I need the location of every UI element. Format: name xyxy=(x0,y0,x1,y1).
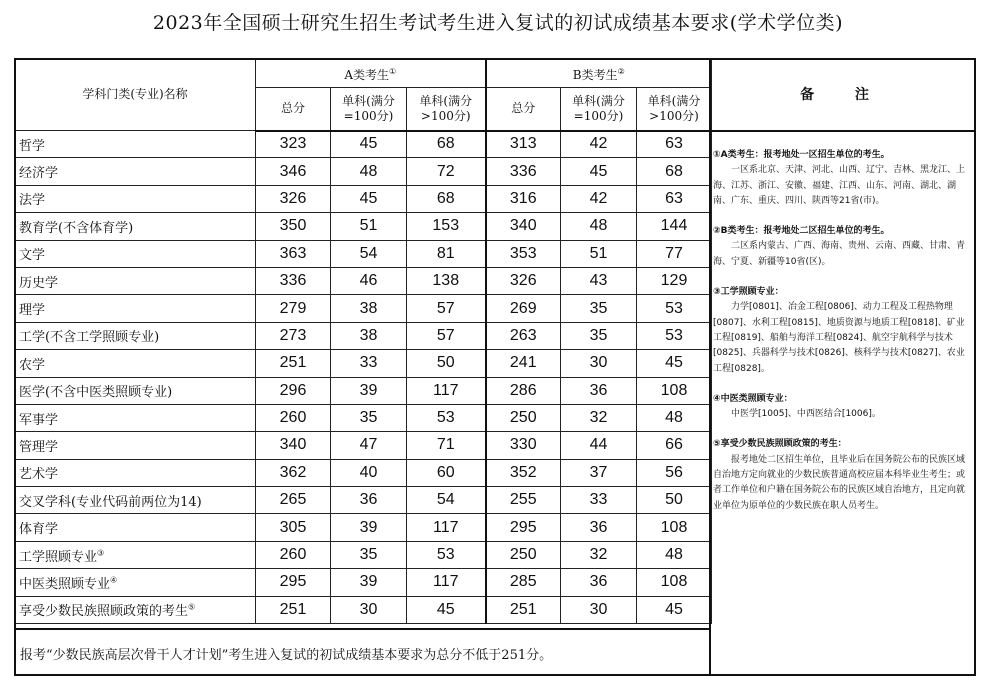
group-b-single-100-cell: 43 xyxy=(561,267,637,294)
group-a-single-100-cell: 54 xyxy=(331,240,407,267)
b-total-header: 总分 xyxy=(486,88,561,131)
group-b-single-over100-cell: 108 xyxy=(637,514,712,541)
group-b-single-100-cell: 32 xyxy=(561,541,637,568)
group-b-single-100-cell: 35 xyxy=(561,322,637,349)
group-b-single-100-cell: 44 xyxy=(561,432,637,459)
group-b-single-over100-cell: 63 xyxy=(637,185,712,212)
group-a-single-100-cell: 38 xyxy=(331,295,407,322)
group-a-total-cell: 363 xyxy=(256,240,331,267)
subject-name-text: 法学 xyxy=(19,193,46,209)
group-b-single-100-cell: 48 xyxy=(561,213,637,240)
subject-name-text: 理学 xyxy=(19,303,46,319)
group-b-total-cell: 340 xyxy=(486,213,561,240)
group-a-single-over100-cell: 68 xyxy=(407,131,486,158)
group-a-label: A类考生 xyxy=(344,67,389,82)
b-single-over100-header: 单科(满分>100分) xyxy=(637,88,712,131)
group-b-single-100-cell: 45 xyxy=(561,158,637,185)
group-a-total-cell: 279 xyxy=(256,295,331,322)
group-a-footnote-mark: ① xyxy=(389,66,397,76)
group-b-single-100-cell: 42 xyxy=(561,185,637,212)
group-a-single-over100-cell: 68 xyxy=(407,185,486,212)
group-a-single-over100-cell: 117 xyxy=(407,377,486,404)
group-a-single-100-cell: 33 xyxy=(331,350,407,377)
group-a-single-100-cell: 51 xyxy=(331,213,407,240)
group-b-single-over100-cell: 63 xyxy=(637,131,712,158)
page-title: 2023年全国硕士研究生招生考试考生进入复试的初试成绩基本要求(学术学位类) xyxy=(152,12,844,34)
group-b-single-100-cell: 32 xyxy=(561,404,637,431)
group-b-total-cell: 286 xyxy=(486,377,561,404)
group-a-single-100-cell: 45 xyxy=(331,185,407,212)
group-b-single-over100-cell: 45 xyxy=(637,350,712,377)
remark-body: 报考地处二区招生单位，且毕业后在国务院公布的民族区域自治地方定向就业的少数民族普通高校应届本科毕业生考生；或者工作单位和户籍在国务院公布的民族区域自治地方，且定向就业单位为原单位的少数民族在职人员考生。 xyxy=(713,454,966,511)
group-a-total-cell: 260 xyxy=(256,541,331,568)
group-a-total-cell: 350 xyxy=(256,213,331,240)
group-b-single-over100-cell: 66 xyxy=(637,432,712,459)
group-b-single-over100-cell: 53 xyxy=(637,295,712,322)
remark-heading: ①A类考生：报考地处一区招生单位的考生。 xyxy=(713,150,890,160)
group-a-single-over100-cell: 153 xyxy=(407,213,486,240)
group-a-total-cell: 265 xyxy=(256,487,331,514)
remark-body: 中医学[1005]、中西医结合[1006]。 xyxy=(731,409,881,420)
group-a-single-100-cell: 30 xyxy=(331,596,407,623)
subject-column-label: 学科门类(专业)名称 xyxy=(82,87,188,101)
footnote-mark: ④ xyxy=(110,575,118,585)
group-a-single-100-cell: 39 xyxy=(331,514,407,541)
group-b-total-cell: 336 xyxy=(486,158,561,185)
group-a-single-over100-cell: 72 xyxy=(407,158,486,185)
group-a-total-cell: 336 xyxy=(256,267,331,294)
b-single-100-header: 单科(满分=100分) xyxy=(561,88,637,131)
group-a-total-cell: 260 xyxy=(256,404,331,431)
subject-name-text: 管理学 xyxy=(19,439,59,455)
a-single-100-header: 单科(满分=100分) xyxy=(331,88,407,131)
group-b-single-over100-cell: 48 xyxy=(637,404,712,431)
group-a-total-cell: 340 xyxy=(256,432,331,459)
subject-name-text: 文学 xyxy=(19,248,46,264)
group-a-total-cell: 295 xyxy=(256,569,331,596)
group-a-single-over100-cell: 57 xyxy=(407,322,486,349)
group-b-single-over100-cell: 108 xyxy=(637,569,712,596)
remark-heading: ②B类考生：报考地处二区招生单位的考生。 xyxy=(713,226,890,237)
group-a-total-cell: 273 xyxy=(256,322,331,349)
subject-name-text: 工学(不含工学照顾专业) xyxy=(19,330,160,346)
group-b-single-over100-cell: 68 xyxy=(637,158,712,185)
group-a-single-over100-cell: 138 xyxy=(407,267,486,294)
a-total-header: 总分 xyxy=(256,88,331,131)
group-b-footnote-mark: ② xyxy=(617,66,625,76)
a-single-over100-header: 单科(满分>100分) xyxy=(407,88,486,131)
group-b-single-over100-cell: 50 xyxy=(637,487,712,514)
subject-name-text: 哲学 xyxy=(19,138,46,154)
subject-name-text: 教育学(不含体育学) xyxy=(19,220,134,236)
subject-name-text: 经济学 xyxy=(19,166,59,182)
group-a-total-cell: 296 xyxy=(256,377,331,404)
subject-name-text: 体育学 xyxy=(19,522,59,538)
outer-border xyxy=(14,58,976,676)
remark-heading: ④中医类照顾专业： xyxy=(713,393,793,404)
group-a-single-100-cell: 45 xyxy=(331,131,407,158)
group-b-single-100-cell: 36 xyxy=(561,514,637,541)
group-b-total-cell: 295 xyxy=(486,514,561,541)
group-a-total-cell: 323 xyxy=(256,131,331,158)
group-b-total-cell: 251 xyxy=(486,596,561,623)
group-a-total-cell: 251 xyxy=(256,350,331,377)
group-a-single-over100-cell: 53 xyxy=(407,541,486,568)
group-b-single-100-cell: 37 xyxy=(561,459,637,486)
group-a-single-100-cell: 47 xyxy=(331,432,407,459)
group-b-total-cell: 255 xyxy=(486,487,561,514)
remark-body: 二区系内蒙古、广西、海南、贵州、云南、西藏、甘肃、青海、宁夏、新疆等10省(区)。 xyxy=(713,241,966,267)
footnote-mark: ⑤ xyxy=(188,603,196,612)
group-b-total-cell: 285 xyxy=(486,569,561,596)
footnote-mark: ③ xyxy=(97,548,105,558)
group-b-single-100-cell: 36 xyxy=(561,377,637,404)
remark-heading: ⑤享受少数民族照顾政策的考生： xyxy=(713,439,847,450)
group-b-single-over100-cell: 56 xyxy=(637,459,712,486)
group-b-total-cell: 353 xyxy=(486,240,561,267)
group-b-single-100-cell: 30 xyxy=(561,596,637,623)
group-a-single-100-cell: 35 xyxy=(331,541,407,568)
group-a-single-over100-cell: 60 xyxy=(407,459,486,486)
group-b-total-cell: 241 xyxy=(486,350,561,377)
group-b-single-over100-cell: 53 xyxy=(637,322,712,349)
subject-name-text: 工学照顾专业 xyxy=(19,549,98,565)
group-a-single-over100-cell: 117 xyxy=(407,569,486,596)
group-b-total-cell: 330 xyxy=(486,432,561,459)
group-b-single-over100-cell: 77 xyxy=(637,240,712,267)
remark-body: 力学[0801]、冶金工程[0806]、动力工程及工程热物理[0807]、水利工程[0815]、地质资源与地质工程[0818]、矿业工程[0819]、船舶与海洋工程[0824]、航空宇航科学与技术[0825]、兵器科学与技术[0826]、核科学与技术[0827]、农业工程[0828]。 xyxy=(713,302,965,374)
group-b-single-100-cell: 51 xyxy=(561,240,637,267)
group-a-single-over100-cell: 50 xyxy=(407,350,486,377)
group-a-single-100-cell: 48 xyxy=(331,158,407,185)
group-a-single-100-cell: 40 xyxy=(331,459,407,486)
remark-body: 一区系北京、天津、河北、山西、辽宁、吉林、黑龙江、上海、江苏、浙江、安徽、福建、江西、山东、河南、湖北、湖南、广东、重庆、四川、陕西等21省(市)。 xyxy=(713,165,966,206)
group-a-single-100-cell: 39 xyxy=(331,569,407,596)
subject-name-text: 艺术学 xyxy=(19,467,59,483)
group-b-single-100-cell: 35 xyxy=(561,295,637,322)
group-a-single-over100-cell: 53 xyxy=(407,404,486,431)
group-b-label: B类考生 xyxy=(572,67,618,82)
group-a-single-over100-cell: 117 xyxy=(407,514,486,541)
group-a-total-cell: 305 xyxy=(256,514,331,541)
group-a-total-cell: 251 xyxy=(256,596,331,623)
remarks-header: 备 注 xyxy=(711,58,976,132)
group-a-single-100-cell: 38 xyxy=(331,322,407,349)
group-b-single-100-cell: 30 xyxy=(561,350,637,377)
group-b-total-cell: 250 xyxy=(486,541,561,568)
remark-heading: ③工学照顾专业： xyxy=(713,287,784,298)
group-b-single-over100-cell: 129 xyxy=(637,267,712,294)
group-a-single-100-cell: 36 xyxy=(331,487,407,514)
subject-name-text: 中医类照顾专业 xyxy=(19,576,111,592)
group-a-single-100-cell: 35 xyxy=(331,404,407,431)
group-a-single-over100-cell: 81 xyxy=(407,240,486,267)
group-b-single-100-cell: 33 xyxy=(561,487,637,514)
subject-name-text: 历史学 xyxy=(19,275,59,291)
group-a-single-100-cell: 46 xyxy=(331,267,407,294)
table-footnote: 报考“少数民族高层次骨干人才计划”考生进入复试的初试成绩基本要求为总分不低于251分。 xyxy=(14,628,709,676)
group-b-total-cell: 316 xyxy=(486,185,561,212)
group-b-total-cell: 269 xyxy=(486,295,561,322)
group-b-total-cell: 326 xyxy=(486,267,561,294)
group-a-single-over100-cell: 71 xyxy=(407,432,486,459)
subject-name-text: 军事学 xyxy=(19,412,59,428)
group-b-single-100-cell: 42 xyxy=(561,131,637,158)
group-a-single-over100-cell: 45 xyxy=(407,596,486,623)
group-b-total-cell: 313 xyxy=(486,131,561,158)
subject-name-text: 交叉学科(专业代码前两位为14) xyxy=(19,494,202,510)
group-a-single-100-cell: 39 xyxy=(331,377,407,404)
group-a-total-cell: 346 xyxy=(256,158,331,185)
group-a-single-over100-cell: 54 xyxy=(407,487,486,514)
group-b-single-100-cell: 36 xyxy=(561,569,637,596)
subject-name-text: 农学 xyxy=(19,357,46,373)
group-b-single-over100-cell: 108 xyxy=(637,377,712,404)
group-b-total-cell: 352 xyxy=(486,459,561,486)
subject-name-text: 享受少数民族照顾政策的考生 xyxy=(19,604,189,620)
group-b-single-over100-cell: 48 xyxy=(637,541,712,568)
subject-name-text: 医学(不含中医类照顾专业) xyxy=(19,385,173,401)
group-b-single-over100-cell: 144 xyxy=(637,213,712,240)
group-b-total-cell: 263 xyxy=(486,322,561,349)
group-a-single-over100-cell: 57 xyxy=(407,295,486,322)
group-a-total-cell: 362 xyxy=(256,459,331,486)
group-b-total-cell: 250 xyxy=(486,404,561,431)
group-a-total-cell: 326 xyxy=(256,185,331,212)
group-b-single-over100-cell: 45 xyxy=(637,596,712,623)
